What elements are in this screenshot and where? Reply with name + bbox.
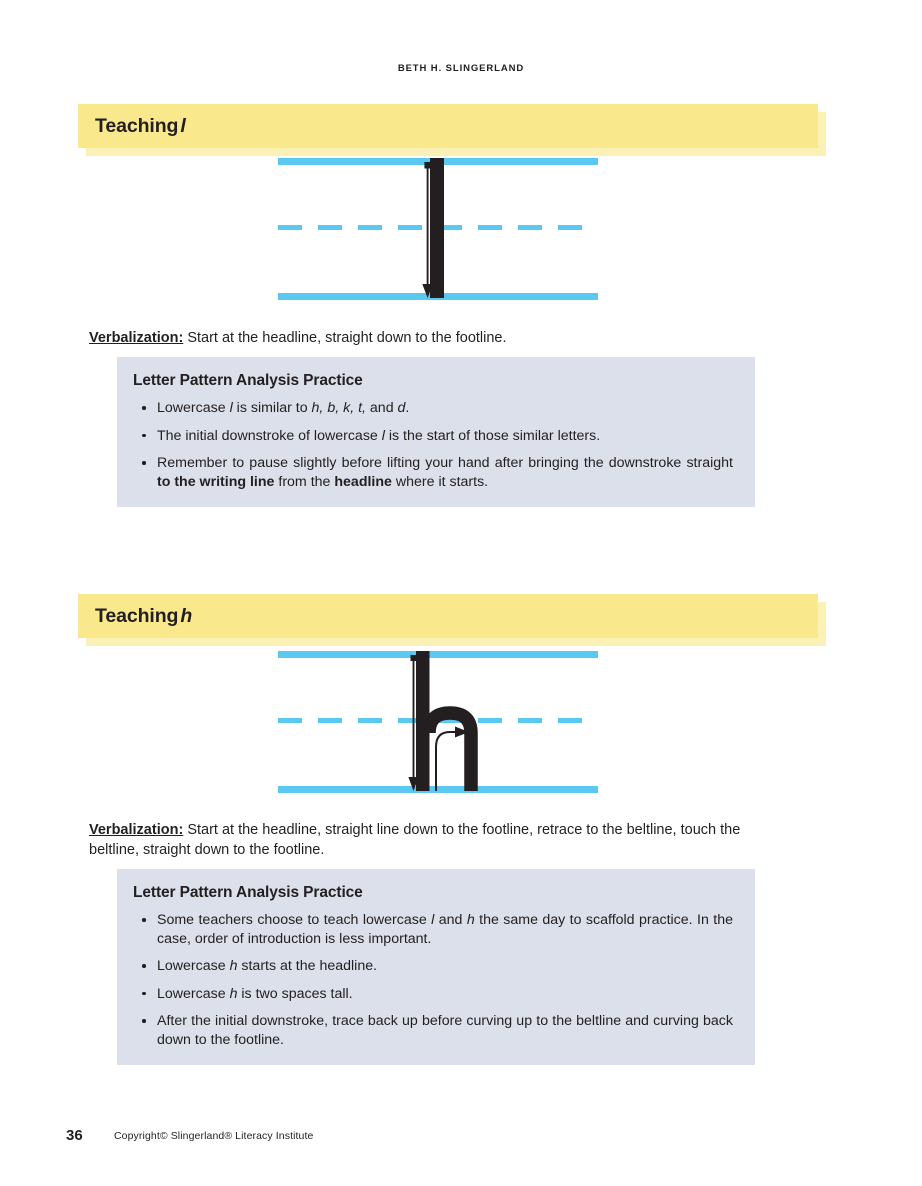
- practice-bullet: [133, 911, 733, 948]
- bullet-text-run: The initial downstroke of lowercase: [157, 427, 382, 444]
- bullet-text-run: After the initial downstroke, trace back up before curving up to the beltline and curving back down to the footline.: [157, 1013, 733, 1048]
- bullet-text-run: Some teachers choose to teach lowercase: [157, 912, 432, 928]
- bullet-text-run: and: [365, 400, 398, 416]
- bullet-text-run: .: [405, 400, 410, 416]
- bullet-text-run: l: [381, 427, 385, 444]
- bullet-dot: [142, 992, 146, 996]
- bullet-text-run: l: [431, 912, 435, 928]
- bullet-text-run: Remember to pause slightly before lifting your hand after bringing the downstroke straight: [157, 455, 733, 471]
- bullet-text-run: starts at the headline.: [237, 958, 378, 974]
- practice-bullet-list: [133, 911, 733, 1049]
- banner-title: [78, 605, 192, 628]
- bullet-text-run: to the writing line: [157, 473, 275, 490]
- bullet-text-run: Lowercase: [157, 985, 230, 1002]
- bullet-text-run: h: [466, 912, 475, 928]
- verbalization-label: Verbalization:: [89, 330, 184, 346]
- practice-title: Letter Pattern Analysis Practice: [133, 372, 363, 389]
- bullet-dot: [142, 918, 146, 922]
- copyright-notice: Copyright© Slingerland® Literacy Institute: [114, 1130, 314, 1142]
- bullet-text-run: h: [229, 958, 238, 974]
- verbalization-label: Verbalization:: [89, 822, 184, 838]
- banner: [78, 594, 818, 638]
- bullet-text-run: Lowercase: [157, 958, 230, 974]
- practice-title: Letter Pattern Analysis Practice: [133, 884, 363, 901]
- banner: [78, 104, 818, 148]
- practice-bullet: [133, 985, 733, 1004]
- verbalization-text: Start at the headline, straight down to the footline.: [187, 330, 507, 346]
- practice-bullet: [133, 957, 733, 976]
- letter-stroke-l: [278, 158, 598, 300]
- practice-bullet-list: [133, 399, 733, 491]
- letter-stroke-h: [278, 651, 598, 793]
- verbalization-h: [89, 820, 789, 860]
- bullet-text-run: is two spaces tall.: [237, 985, 353, 1002]
- bullet-dot: [142, 434, 146, 438]
- letter-diagram-h: [278, 651, 598, 793]
- bullet-text-run: is similar to: [232, 400, 312, 416]
- letter-l-stem: [430, 158, 444, 298]
- page-number: 36: [66, 1127, 83, 1144]
- practice-bullet: [133, 427, 733, 446]
- practice-bullet: [133, 1012, 733, 1049]
- practice-bullet: [133, 399, 733, 418]
- bullet-text-run: from the: [274, 473, 335, 490]
- bullet-text-run: l: [229, 400, 233, 416]
- verbalization-text: Start at the headline, straight line down to the footline, retrace to the beltline, touch the beltline, straight down to the footline.: [89, 822, 741, 858]
- bullet-text-run: h: [229, 985, 238, 1002]
- bullet-dot: [142, 964, 146, 968]
- bullet-dot: [142, 461, 146, 465]
- banner-letter: l: [180, 114, 186, 137]
- bullet-dot: [142, 1019, 146, 1023]
- bullet-dot: [142, 406, 146, 410]
- banner-title: [78, 115, 186, 138]
- bullet-text-run: h, b, k, t,: [311, 400, 366, 416]
- bullet-text-run: where it starts.: [391, 473, 489, 490]
- bullet-text-run: and: [434, 912, 467, 928]
- practice-bullet: [133, 454, 733, 491]
- practice-box-h: [117, 869, 755, 1065]
- letter-diagram-l: [278, 158, 598, 300]
- banner-label: Teaching: [95, 604, 179, 627]
- bullet-text-run: headline: [334, 473, 392, 490]
- practice-box-l: [117, 357, 755, 507]
- bullet-text-run: is the start of those similar letters.: [384, 427, 601, 444]
- bullet-text-run: d: [397, 400, 406, 416]
- running-head: BETH H. SLINGERLAND: [397, 63, 525, 74]
- banner-letter: h: [180, 604, 193, 627]
- retrace-arrow-shaft: [436, 732, 458, 791]
- verbalization-l: [89, 328, 789, 348]
- bullet-text-run: Lowercase: [157, 400, 230, 416]
- bullet-text-run: the same day to scaffold practice. In the case, order of introduction is less important.: [157, 912, 733, 947]
- banner-label: Teaching: [95, 114, 179, 137]
